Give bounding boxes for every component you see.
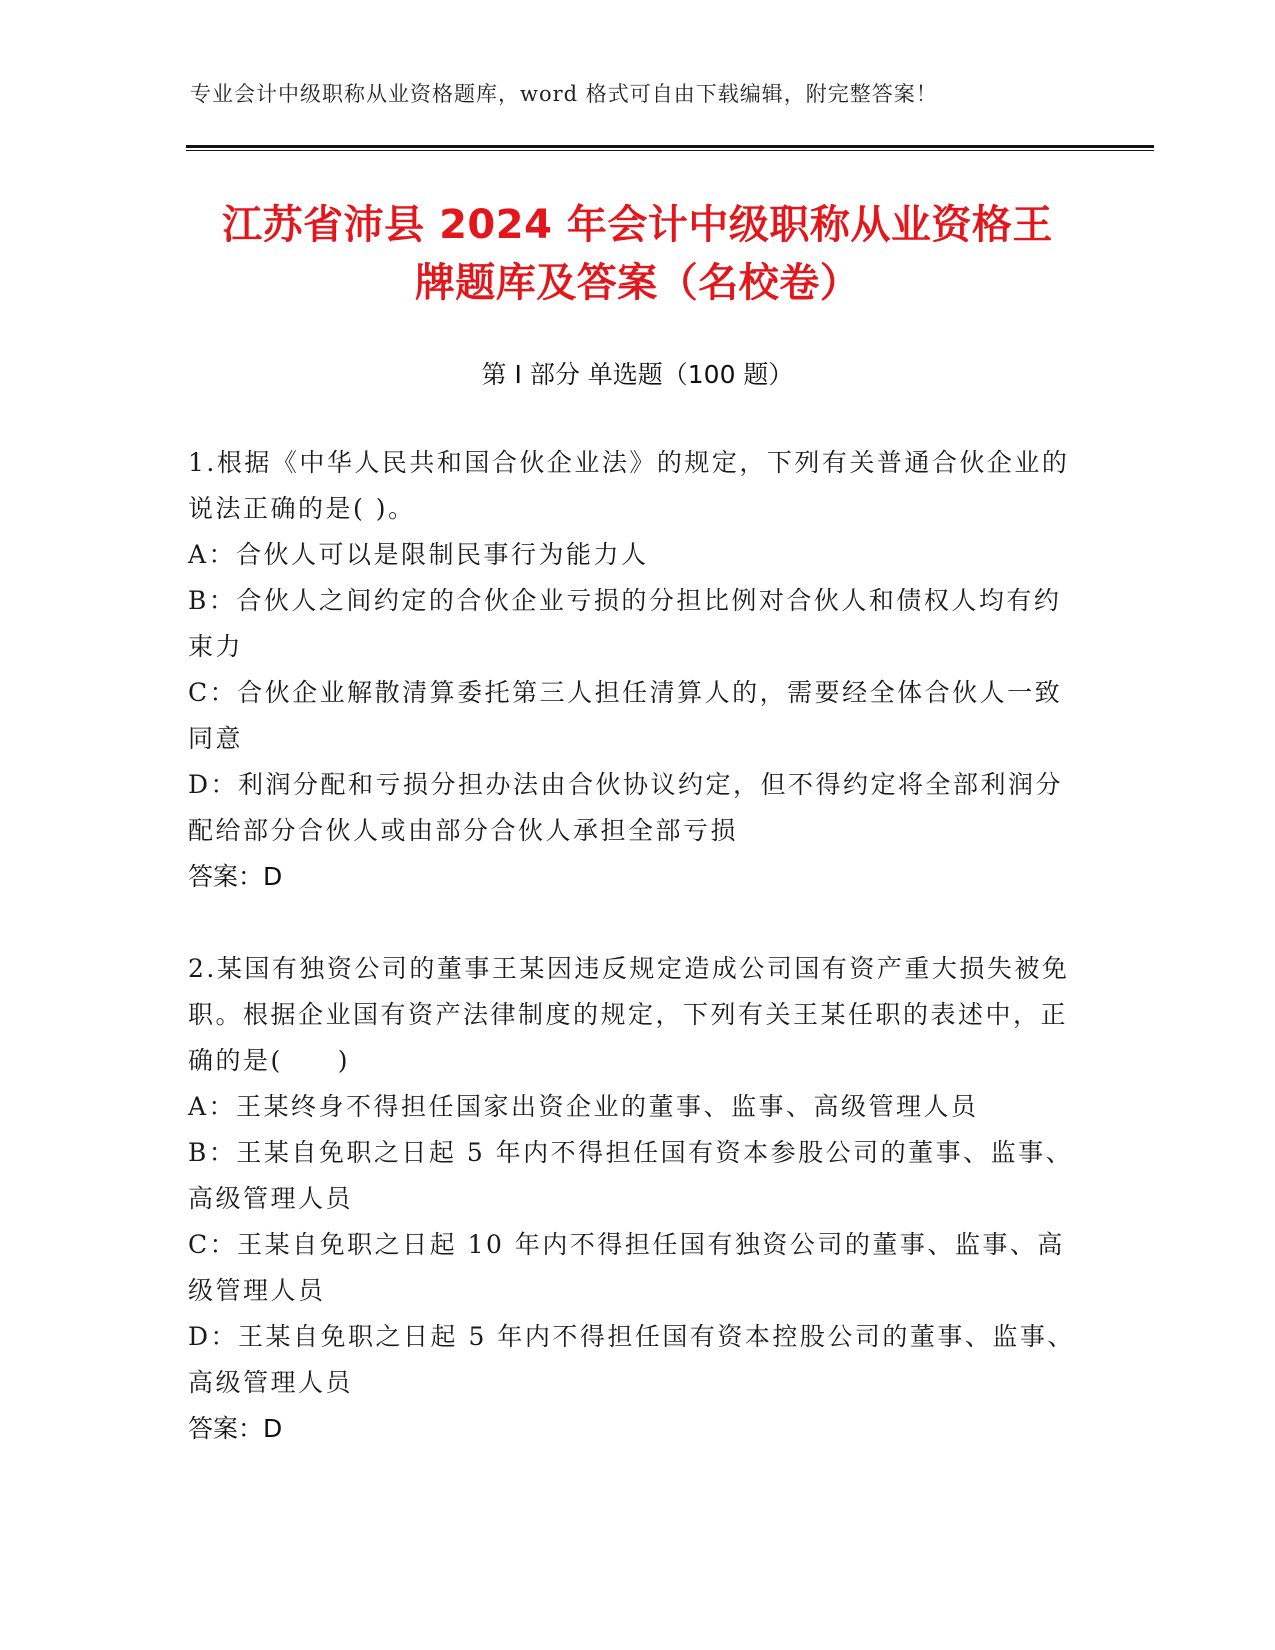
document-title-line-2: 牌题库及答案（名校卷） (414, 260, 861, 306)
answer: 答案：D (188, 862, 283, 891)
option-a: A：王某终身不得担任国家出资企业的董事、监事、高级管理人员 (188, 1092, 979, 1121)
question-stem: 2.某国有独资公司的董事王某因违反规定造成公司国有资产重大损失被免职。根据企业国有资产法律制度的规定，下列有关王某任职的表述中，正确的是( ) (188, 954, 1070, 1075)
header-note: 专业会计中级职称从业资格题库，word 格式可自由下载编辑，附完整答案！ (190, 82, 938, 106)
document-title (150, 196, 1125, 312)
option-b: B：王某自免职之日起 5 年内不得担任国有资本参股公司的董事、监事、高级管理人员 (188, 1138, 1074, 1213)
question-2 (188, 946, 1078, 1452)
header-rule-thick (186, 145, 1154, 148)
option-c: C：合伙企业解散清算委托第三人担任清算人的，需要经全体合伙人一致同意 (188, 678, 1063, 753)
option-d: D：利润分配和亏损分担办法由合伙协议约定，但不得约定将全部利润分配给部分合伙人或由部分合伙人承担全部亏损 (188, 770, 1064, 845)
option-a: A：合伙人可以是限制民事行为能力人 (188, 540, 649, 569)
section-title: 第 I 部分 单选题（100 题） (481, 360, 794, 389)
option-c: C：王某自免职之日起 10 年内不得担任国有独资公司的董事、监事、高级管理人员 (188, 1230, 1065, 1305)
question-stem: 1.根据《中华人民共和国合伙企业法》的规定，下列有关普通合伙企业的说法正确的是( )。 (188, 448, 1070, 523)
option-b: B：合伙人之间约定的合伙企业亏损的分担比例对合伙人和债权人均有约束力 (188, 586, 1062, 661)
answer: 答案：D (188, 1414, 283, 1443)
question-list (188, 440, 1078, 1498)
question-1 (188, 440, 1078, 900)
header-rule-thin (186, 150, 1154, 151)
option-d: D：王某自免职之日起 5 年内不得担任国有资本控股公司的董事、监事、高级管理人员 (188, 1322, 1075, 1397)
document-title-line-1: 江苏省沛县 2024 年会计中级职称从业资格王 (222, 202, 1053, 248)
